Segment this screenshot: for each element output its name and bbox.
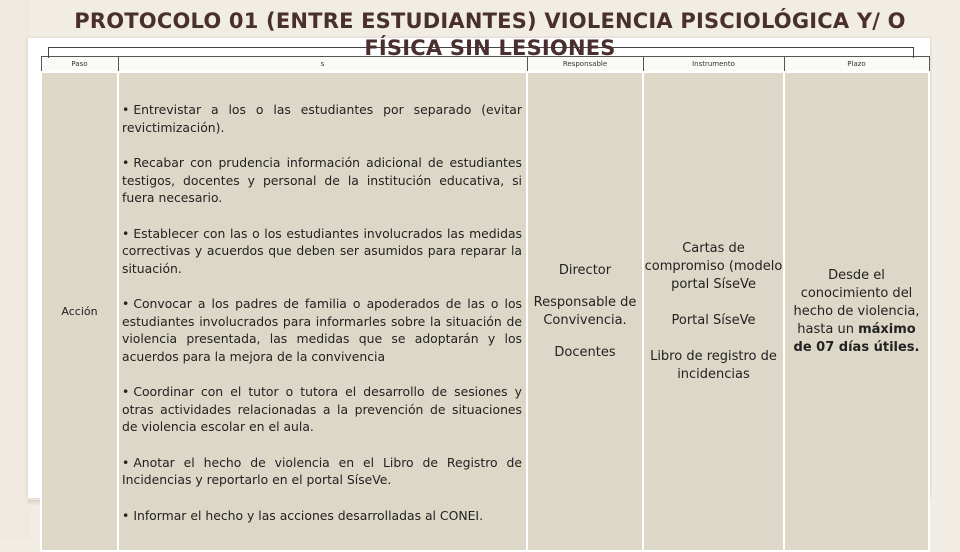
header-actividades: s — [118, 57, 527, 73]
table-row — [41, 72, 929, 551]
header-responsable: Responsable — [527, 57, 643, 73]
step-text: Convocar a los padres de familia o apoderados de las o los estudiantes involucrados para informarles sobre la situación de violencia presentada, las medidas que se adoptarán y los acuerdos para la mejora de la convivencia — [122, 296, 522, 364]
title-line-2: FÍSICA SIN LESIONES — [364, 36, 616, 60]
bullet-icon: • — [122, 384, 130, 399]
list-item — [122, 383, 522, 436]
step-text: Informar el hecho y las acciones desarrolladas al CONEI. — [133, 507, 484, 523]
header-plazo: Plazo — [784, 57, 929, 73]
instrumento-portal: Portal SíseVe — [671, 312, 756, 328]
bullet-icon: • — [122, 102, 130, 117]
steps-cell — [118, 72, 527, 551]
plazo-prefix: Desde el conocimiento del hecho de violencia, hasta un — [793, 267, 920, 337]
list-item — [122, 225, 522, 278]
step-text: Establecer con las o los estudiantes involucrados las medidas correctivas y acuerdos que deben ser asumidos para reparar la situación. — [122, 225, 522, 276]
paso-cell — [41, 72, 118, 551]
instrumento-cell — [643, 72, 784, 551]
plazo-bold: máximo de 07 días útiles. — [793, 321, 920, 355]
step-text: Entrevistar a los o las estudiantes por separado (evitar revictimización). — [122, 102, 522, 135]
instrumento-libro: Libro de registro de incidencias — [650, 348, 777, 382]
responsable-director: Director — [558, 262, 612, 278]
plazo-cell — [784, 72, 929, 551]
list-item — [122, 101, 522, 136]
header-instrumento: Instrumento — [643, 57, 784, 73]
responsable-docentes: Docentes — [554, 344, 616, 360]
list-item — [122, 154, 522, 207]
header-paso: Paso — [41, 57, 118, 73]
responsable-convivencia: Responsable de Convivencia. — [533, 294, 637, 328]
left-margin-stripe — [0, 0, 30, 540]
list-item — [122, 507, 522, 525]
list-item — [122, 454, 522, 489]
step-text: Anotar el hecho de violencia en el Libro de Registro de Incidencias y reportarlo en el portal SíseVe. — [122, 454, 522, 487]
instrumento-cartas: Cartas de compromiso (modelo portal SíseVe — [644, 240, 783, 292]
page-title — [60, 8, 920, 62]
paso-label: Acción — [61, 305, 98, 318]
step-text: Coordinar con el tutor o tutora el desarrollo de sesiones y otras actividades relacionadas a la prevención de situaciones de violencia escolar en el aula. — [122, 384, 522, 434]
bullet-icon: • — [122, 155, 130, 170]
plazo-text — [785, 267, 928, 357]
list-item — [122, 295, 522, 365]
bullet-icon: • — [122, 225, 130, 241]
responsable-cell — [527, 72, 643, 551]
bullet-icon: • — [122, 296, 130, 311]
title-line-1: PROTOCOLO 01 (ENTRE ESTUDIANTES) VIOLENCIA PISCIOLÓGICA Y/ O — [74, 9, 906, 33]
bullet-icon: • — [122, 507, 130, 523]
protocol-table — [40, 56, 930, 552]
bullet-icon: • — [122, 454, 130, 470]
step-text: Recabar con prudencia información adicional de estudiantes testigos, docentes y personal de la institución educativa, si fuera necesario. — [122, 155, 522, 205]
